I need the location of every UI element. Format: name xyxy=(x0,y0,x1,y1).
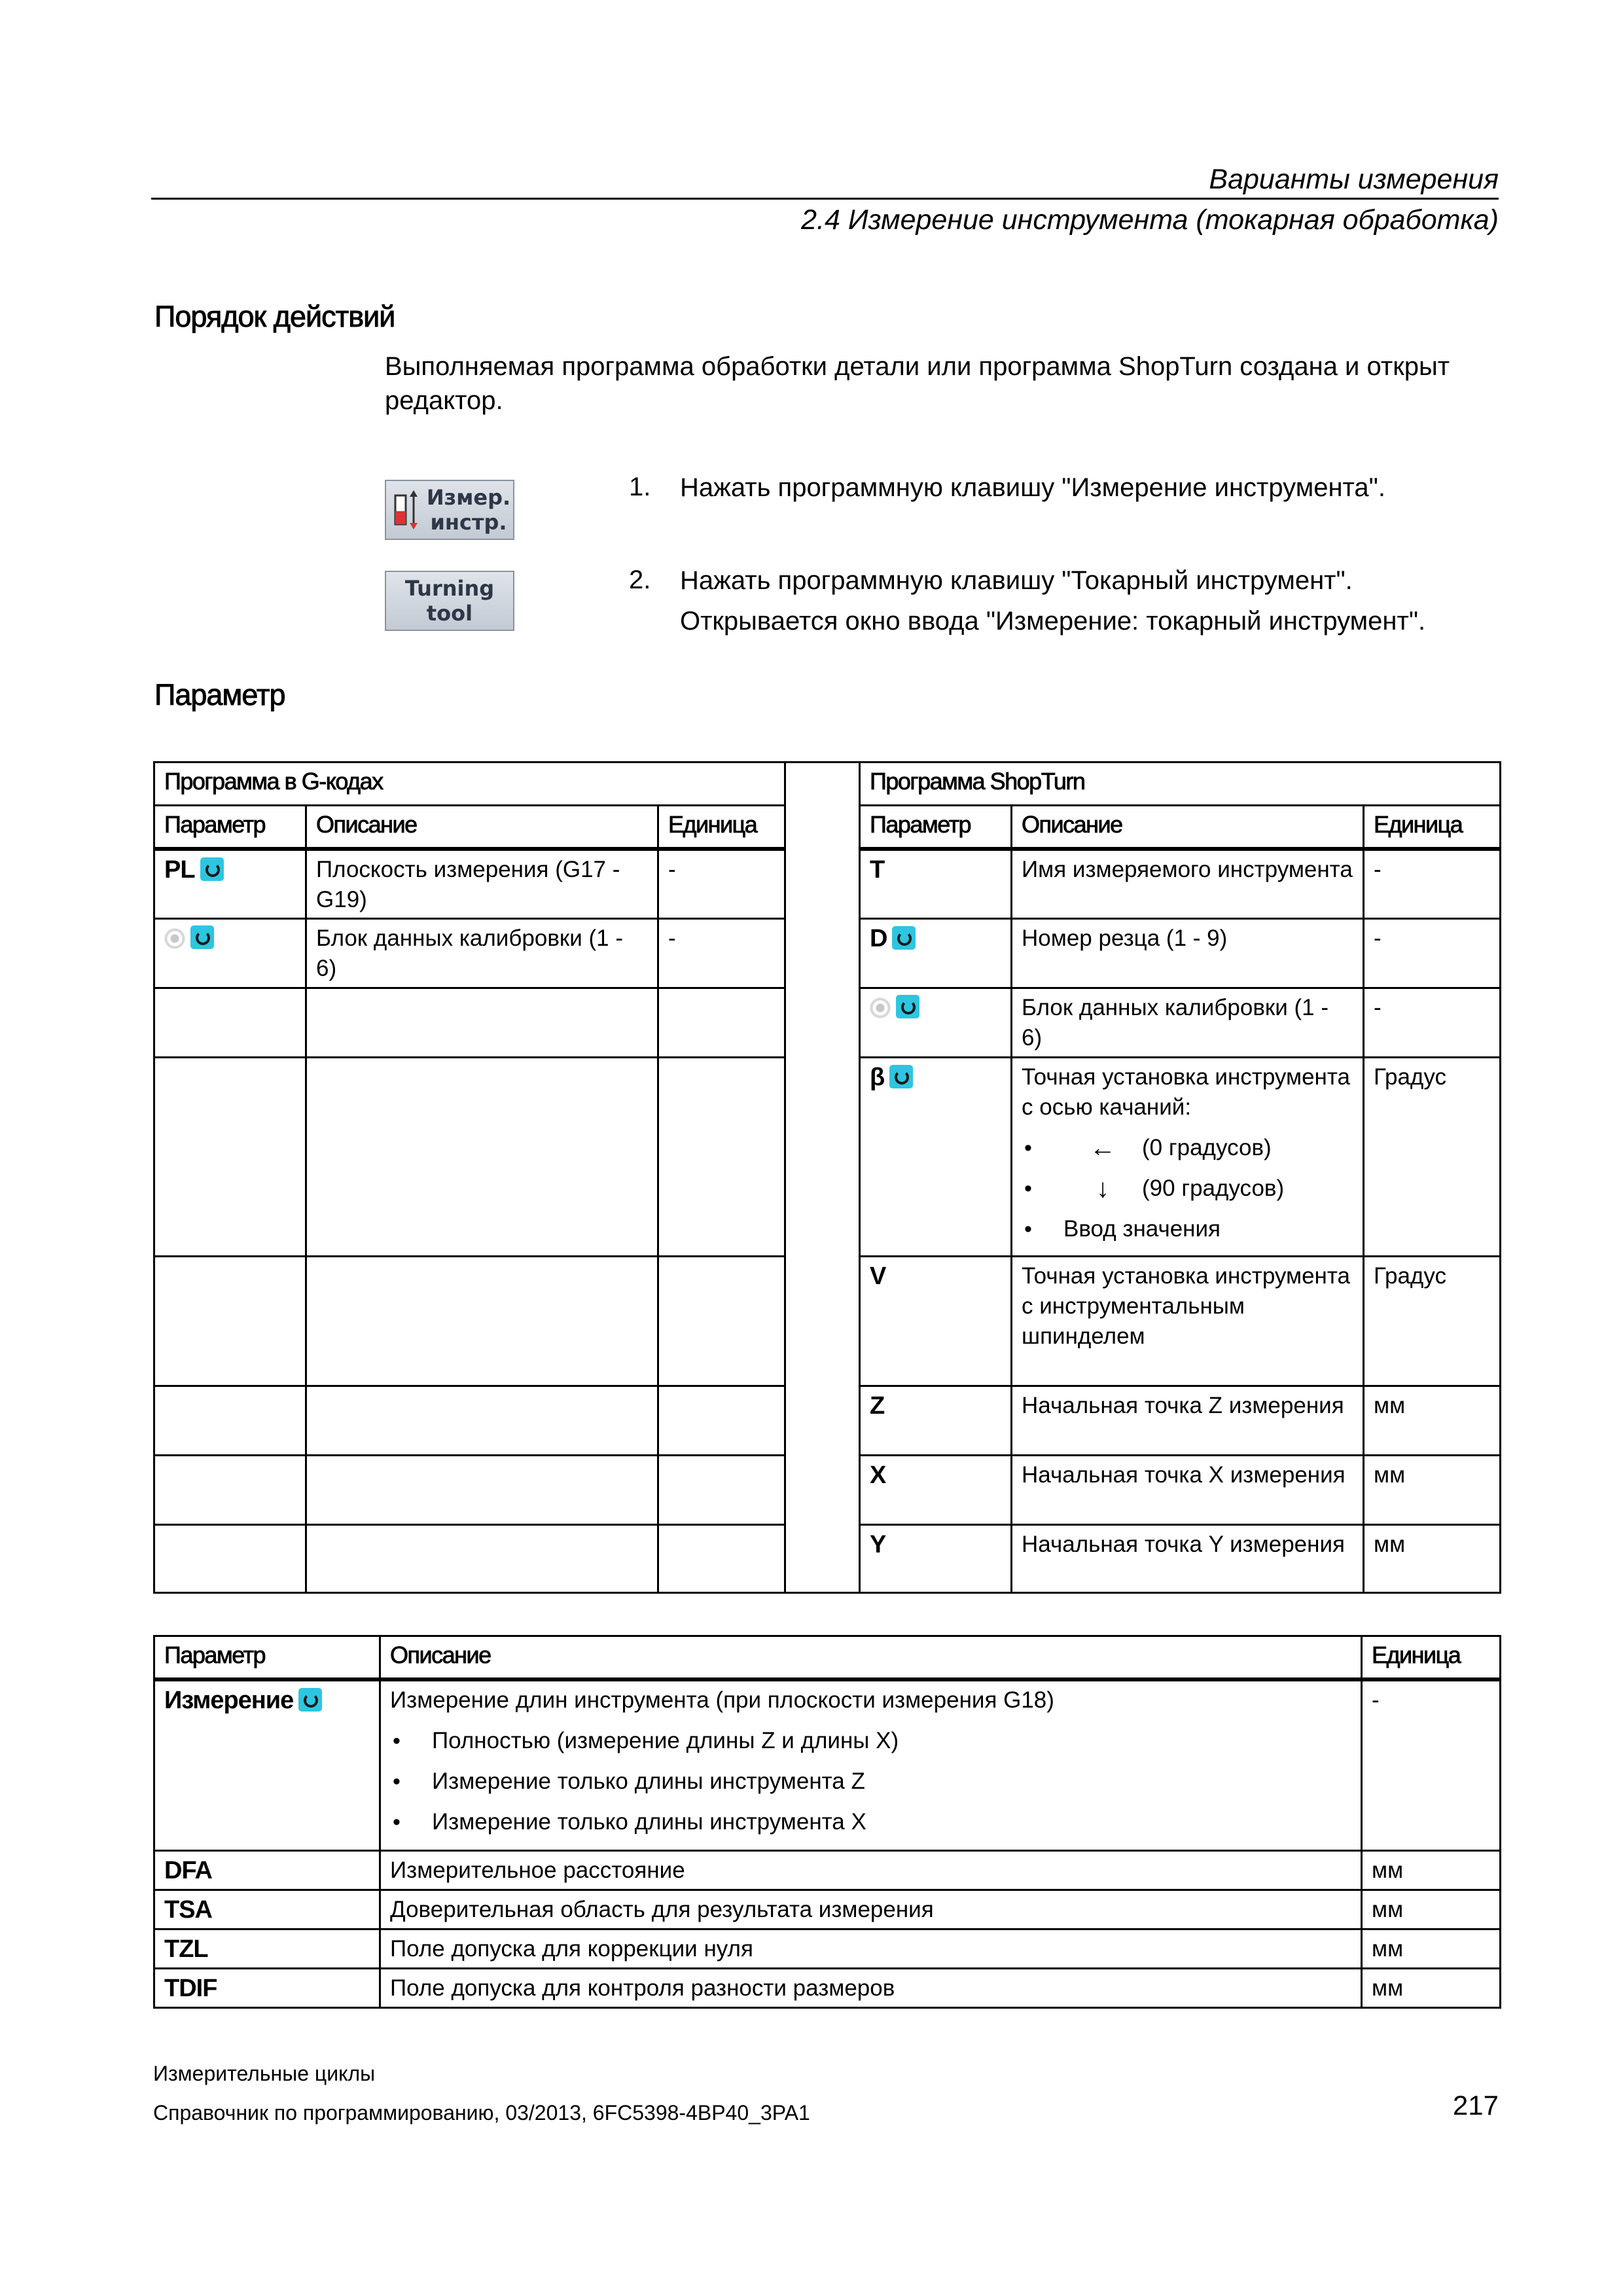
turning-tool-softkey[interactable] xyxy=(385,571,514,631)
param-desc: Поле допуска для контроля разности размеров xyxy=(380,1969,1362,2008)
table-gap xyxy=(785,849,860,1593)
param-y: Y xyxy=(870,1530,886,1558)
option-text: Ввод значения xyxy=(1063,1215,1221,1242)
param-desc: Номер резца (1 - 9) xyxy=(1012,918,1364,988)
param-d: D xyxy=(870,924,887,952)
table-row xyxy=(154,849,1501,919)
col-header-unit: Единица xyxy=(1364,806,1501,849)
step-text: Нажать программную клавишу "Измерение инструмента". xyxy=(680,473,1385,502)
toggle-icon xyxy=(200,857,224,881)
calibration-icon xyxy=(164,928,185,949)
param-desc: Начальная точка X измерения xyxy=(1012,1455,1364,1524)
param-beta: β xyxy=(870,1063,885,1091)
parameters-table xyxy=(153,761,1501,1594)
page-number: 217 xyxy=(1452,2090,1499,2121)
param-unit: - xyxy=(1364,988,1501,1057)
toggle-icon xyxy=(896,995,919,1018)
procedure-intro: Выполняемая программа обработки детали или программа ShopTurn создана и открыт редактор. xyxy=(385,352,1450,415)
param-unit: мм xyxy=(1362,1890,1501,1929)
col-header-unit: Единица xyxy=(658,806,785,849)
option-text: (90 градусов) xyxy=(1142,1175,1285,1201)
beta-options-list xyxy=(1022,1128,1353,1249)
param-unit: мм xyxy=(1362,1851,1501,1890)
toggle-icon xyxy=(892,926,916,950)
col-header-param: Параметр xyxy=(154,806,306,849)
param-desc: Плоскость измерения (G17 - G19) xyxy=(306,849,658,919)
param-desc: Измерительное расстояние xyxy=(380,1851,1362,1890)
option-text: • Измерение только длины инструмента X xyxy=(390,1802,1351,1842)
step-text: Нажать программную клавишу "Токарный инструмент". xyxy=(680,566,1353,595)
col-header-desc: Описание xyxy=(1012,806,1364,849)
param-unit: мм xyxy=(1364,1386,1501,1455)
header-rule xyxy=(151,198,1499,200)
option-text: • Измерение только длины инструмента Z xyxy=(390,1761,1351,1802)
param-unit: Градус xyxy=(1364,1057,1501,1256)
param-desc: Измерение длин инструмента (при плоскости измерения G18) xyxy=(390,1687,1054,1713)
table-row xyxy=(154,1851,1501,1890)
param-tsa: TSA xyxy=(154,1890,380,1929)
param-desc: Доверительная область для результата измерения xyxy=(380,1890,1362,1929)
procedure-heading: Порядок действий xyxy=(154,300,395,333)
shopturn-program-title: Программа ShopTurn xyxy=(860,762,1501,806)
measurement-options-list xyxy=(390,1721,1351,1842)
col-header-unit: Единица xyxy=(1362,1636,1501,1679)
param-dfa: DFA xyxy=(154,1851,380,1890)
option-text: • Полностью (измерение длины Z и длины X) xyxy=(390,1721,1351,1761)
param-desc: Блок данных калибровки (1 - 6) xyxy=(1012,988,1364,1057)
param-unit: - xyxy=(1364,849,1501,919)
softkey-label-line2: инстр. xyxy=(430,510,507,535)
step-number: 2. xyxy=(629,565,651,594)
param-desc: Имя измеряемого инструмента xyxy=(1012,849,1364,919)
header-chapter: Варианты измерения xyxy=(1209,164,1499,195)
param-unit: - xyxy=(658,918,785,988)
param-unit: - xyxy=(658,849,785,919)
col-header-desc: Описание xyxy=(380,1636,1362,1679)
toggle-icon xyxy=(190,925,214,949)
parameters-heading: Параметр xyxy=(154,678,285,711)
param-desc: Начальная точка Z измерения xyxy=(1012,1386,1364,1455)
param-unit: Градус xyxy=(1364,1256,1501,1386)
param-desc: Точная установка инструмента с инструментальным шпинделем xyxy=(1012,1256,1364,1386)
softkey-label-line2: tool xyxy=(426,601,473,626)
param-desc: Точная установка инструмента с осью качаний: xyxy=(1022,1064,1350,1120)
table-gap xyxy=(785,762,860,849)
param-desc: Начальная точка Y измерения xyxy=(1012,1524,1364,1592)
softkey-label-line1: Turning xyxy=(404,576,495,601)
step-text-result: Открывается окно ввода "Измерение: токарный инструмент". xyxy=(680,607,1426,636)
measure-tool-icon xyxy=(394,489,420,532)
footer-reference: Справочник по программированию, 03/2013, 6FC5398-4BP40_3PA1 xyxy=(153,2101,810,2125)
param-unit: - xyxy=(1362,1679,1501,1851)
col-header-param: Параметр xyxy=(860,806,1012,849)
toggle-icon xyxy=(298,1688,322,1712)
measurement-parameters-table xyxy=(153,1635,1501,2009)
param-unit: мм xyxy=(1364,1524,1501,1592)
table-row xyxy=(154,1929,1501,1969)
param-tzl: TZL xyxy=(154,1929,380,1969)
table-row xyxy=(154,1679,1501,1851)
measure-tool-softkey[interactable] xyxy=(385,480,514,540)
arrow-left-icon: • ← xyxy=(1090,1133,1116,1162)
softkey-label-line1: Измер. xyxy=(426,485,511,510)
param-unit: мм xyxy=(1362,1969,1501,2008)
param-unit: мм xyxy=(1362,1929,1501,1969)
param-tdif: TDIF xyxy=(154,1969,380,2008)
param-t: T xyxy=(870,855,885,884)
calibration-icon xyxy=(870,997,891,1018)
toggle-icon xyxy=(889,1065,913,1088)
param-desc: Поле допуска для коррекции нуля xyxy=(380,1929,1362,1969)
col-header-desc: Описание xyxy=(306,806,658,849)
col-header-param: Параметр xyxy=(154,1636,380,1679)
gcode-program-title: Программа в G-кодах xyxy=(154,762,785,806)
header-section: 2.4 Измерение инструмента (токарная обработка) xyxy=(801,204,1499,236)
table-row xyxy=(154,1890,1501,1929)
param-z: Z xyxy=(870,1391,885,1420)
arrow-down-icon: • ↓ xyxy=(1096,1174,1110,1203)
param-unit: - xyxy=(1364,918,1501,988)
table-row xyxy=(154,1969,1501,2008)
param-v: V xyxy=(870,1262,886,1290)
param-desc: Блок данных калибровки (1 - 6) xyxy=(306,918,658,988)
param-pl: PL xyxy=(164,855,195,884)
param-x: X xyxy=(870,1461,886,1489)
option-text: (0 градусов) xyxy=(1142,1134,1272,1160)
footer-book-title: Измерительные циклы xyxy=(153,2062,376,2085)
param-measurement: Измерение xyxy=(164,1686,294,1714)
param-unit: мм xyxy=(1364,1455,1501,1524)
step-number: 1. xyxy=(629,473,651,501)
